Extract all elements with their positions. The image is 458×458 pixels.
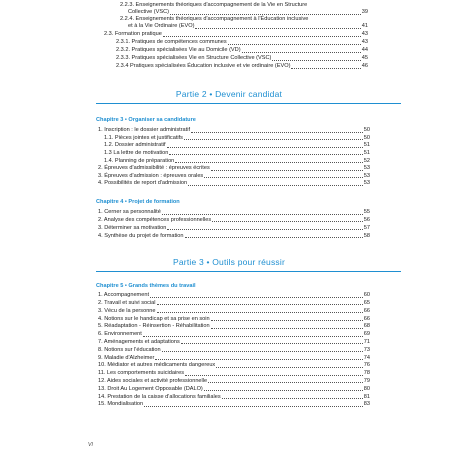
toc-entry-page: 78 xyxy=(363,370,370,377)
toc-entry xyxy=(120,16,368,23)
toc-entry-label: 2.3.2. Pratiques spécialisées Vie au Domicile (VD) xyxy=(116,47,241,54)
toc-entry-label: 1. Accompagnement xyxy=(98,292,149,299)
toc-entry-page: 44 xyxy=(361,47,368,54)
toc-entry-label: 1.1. Pièces jointes et justificatifs xyxy=(104,134,183,141)
chapter-title: Chapitre 3 • Organiser sa candidature xyxy=(96,117,196,123)
toc-entry xyxy=(98,165,370,172)
toc-entry-label: 1.3 La lettre de motivation xyxy=(104,149,169,156)
toc-entry-page: 76 xyxy=(363,362,370,369)
toc-entry xyxy=(98,300,370,307)
toc-entry xyxy=(98,292,370,299)
toc-entry-label: 2. Travail et suivi social xyxy=(98,299,156,306)
toc-entry-page: 41 xyxy=(361,23,368,30)
toc-entry xyxy=(98,323,370,330)
toc-entry-label: 14. Prestation de la caisse d'allocations familiales xyxy=(98,393,221,400)
toc-entry xyxy=(116,39,368,46)
toc-entry-page: 51 xyxy=(363,149,370,156)
toc-entry-page: 66 xyxy=(363,307,370,314)
toc-entry xyxy=(116,55,368,62)
toc-entry xyxy=(98,173,370,180)
toc-entry xyxy=(98,354,370,361)
toc-entry-page: 68 xyxy=(363,323,370,330)
part-title: Partie 3 • Outils pour réussir xyxy=(173,257,285,267)
toc-entry-page: 80 xyxy=(363,385,370,392)
toc-entry xyxy=(104,142,370,149)
toc-entry-label: 2.3.1. Pratiques de compétences communes xyxy=(116,39,227,46)
toc-entry-label: 2.2.4. Enseignements théoriques d'accompagnement à l'Éducation inclusive xyxy=(120,16,309,22)
toc-entry-label: 2.3.4 Pratiques spécialisées Éducation inclusive et vie ordinaire (EVO) xyxy=(116,63,291,70)
toc-entry xyxy=(98,331,370,338)
toc-entry-label: 1.2. Dossier administratif xyxy=(104,142,166,149)
toc-entry-page: 74 xyxy=(363,354,370,361)
toc-entry xyxy=(98,217,370,224)
toc-entry-page: 45 xyxy=(361,55,368,62)
toc-entry-label: 1.4. Planning de préparation xyxy=(104,157,175,164)
toc-entry-page: 66 xyxy=(363,315,370,322)
toc-entry-page: 55 xyxy=(363,209,370,216)
toc-entry xyxy=(98,209,370,216)
toc-entry-label: 15. Mondialisation xyxy=(98,401,144,408)
toc-entry-label: 2. Épreuves d'admissibilité : épreuves écrites xyxy=(98,165,210,172)
toc-entry-label: 9. Maladie d'Alzheimer xyxy=(98,354,155,361)
toc-entry-page: 73 xyxy=(363,346,370,353)
toc-entry-label: 1. Cerner sa personnalité xyxy=(98,209,161,216)
toc-entry-page: 50 xyxy=(363,134,370,141)
toc-entry-page: 71 xyxy=(363,338,370,345)
toc-entry xyxy=(98,393,370,400)
toc-entry-page: 46 xyxy=(361,63,368,70)
toc-entry-page: 39 xyxy=(361,9,368,16)
toc-entry xyxy=(98,315,370,322)
toc-entry-page: 81 xyxy=(363,393,370,400)
toc-entry xyxy=(104,135,370,142)
toc-entry xyxy=(98,378,370,385)
toc-entry xyxy=(98,232,370,239)
toc-entry-page: 79 xyxy=(363,377,370,384)
toc-entry xyxy=(104,157,370,164)
toc-entry-label: 13. Droit Au Logement Opposable (DALO) xyxy=(98,385,203,392)
toc-entry-page: 53 xyxy=(363,180,370,187)
toc-entry-label: 2.3.3. Pratiques spécialisées Vie en Structure Collective (VSC) xyxy=(116,55,272,62)
toc-entry xyxy=(98,225,370,232)
toc-entry-continuation: et à la Vie Ordinaire (EVO) xyxy=(128,23,195,30)
toc-entry-page: 53 xyxy=(363,165,370,172)
toc-entry-label: 4. Possibilités de report d'admission xyxy=(98,180,188,187)
toc-entry-page: 65 xyxy=(363,299,370,306)
toc-entry-page: 57 xyxy=(363,224,370,231)
toc-entry-label: 3. Épreuves d'admission : épreuves orales xyxy=(98,172,204,179)
toc-entry-page: 50 xyxy=(363,127,370,134)
toc-entry xyxy=(98,127,370,134)
toc-entry xyxy=(98,401,370,408)
toc-entry-page: 53 xyxy=(363,172,370,179)
toc-entry-page: 43 xyxy=(361,31,368,38)
toc-entry-label: 10. Médiator et autres médicaments dangereux xyxy=(98,362,216,369)
page-number: VI xyxy=(88,442,93,448)
part-divider xyxy=(96,103,401,104)
toc-entry xyxy=(128,23,368,30)
toc-entry xyxy=(98,347,370,354)
toc-entry-page: 69 xyxy=(363,331,370,338)
chapter-title: Chapitre 4 • Projet de formation xyxy=(96,199,180,205)
toc-entry-label: 2.3. Formation pratique xyxy=(104,31,162,38)
toc-entry-label: 1. Inscription : le dossier administratif xyxy=(98,127,191,134)
toc-entry-label: 4. Notions sur le handicap et sa prise en soin xyxy=(98,315,210,322)
toc-entry xyxy=(98,362,370,369)
toc-entry xyxy=(98,180,370,187)
toc-entry-label: 2. Analyse des compétences professionnelles xyxy=(98,216,212,223)
toc-entry-page: 52 xyxy=(363,157,370,164)
chapter-title: Chapitre 5 • Grands thèmes du travail xyxy=(96,283,196,289)
toc-entry-page: 58 xyxy=(363,232,370,239)
part-title: Partie 2 • Devenir candidat xyxy=(175,89,283,99)
toc-entry-label: 7. Aménagements et adaptations xyxy=(98,338,180,345)
toc-entry-label: 5. Réadaptation - Réinsertion - Réhabilitation xyxy=(98,323,210,330)
toc-entry-label: 3. Vécu de la personne xyxy=(98,307,156,314)
toc-entry xyxy=(98,308,370,315)
toc-entry-label: 2.2.3. Enseignements théoriques d'accompagnement de la Vie en Structure xyxy=(120,2,308,8)
toc-entry-label: 11. Les comportements suicidaires xyxy=(98,370,185,377)
toc-entry xyxy=(120,2,368,9)
toc-entry-continuation: Collective (VSC) xyxy=(128,9,170,16)
toc-entry-page: 83 xyxy=(363,401,370,408)
toc-entry xyxy=(98,370,370,377)
toc-entry xyxy=(128,9,368,16)
toc-entry xyxy=(116,63,368,70)
toc-entry-label: 12. Aides sociales et activité professionnelle xyxy=(98,377,208,384)
toc-entry xyxy=(116,47,368,54)
toc-entry xyxy=(98,339,370,346)
toc-entry-label: 4. Synthèse du projet de formation xyxy=(98,232,184,239)
toc-entry xyxy=(104,31,368,38)
toc-entry-page: 51 xyxy=(363,142,370,149)
toc-entry-page: 43 xyxy=(361,39,368,46)
toc-entry-page: 56 xyxy=(363,216,370,223)
toc-entry-label: 6. Environnement xyxy=(98,331,142,338)
toc-entry xyxy=(104,150,370,157)
toc-entry-page: 60 xyxy=(363,292,370,299)
toc-entry xyxy=(98,386,370,393)
toc-entry-label: 8. Notions sur l'éducation xyxy=(98,346,161,353)
toc-entry-label: 3. Déterminer sa motivation xyxy=(98,224,167,231)
part-divider xyxy=(96,271,401,272)
